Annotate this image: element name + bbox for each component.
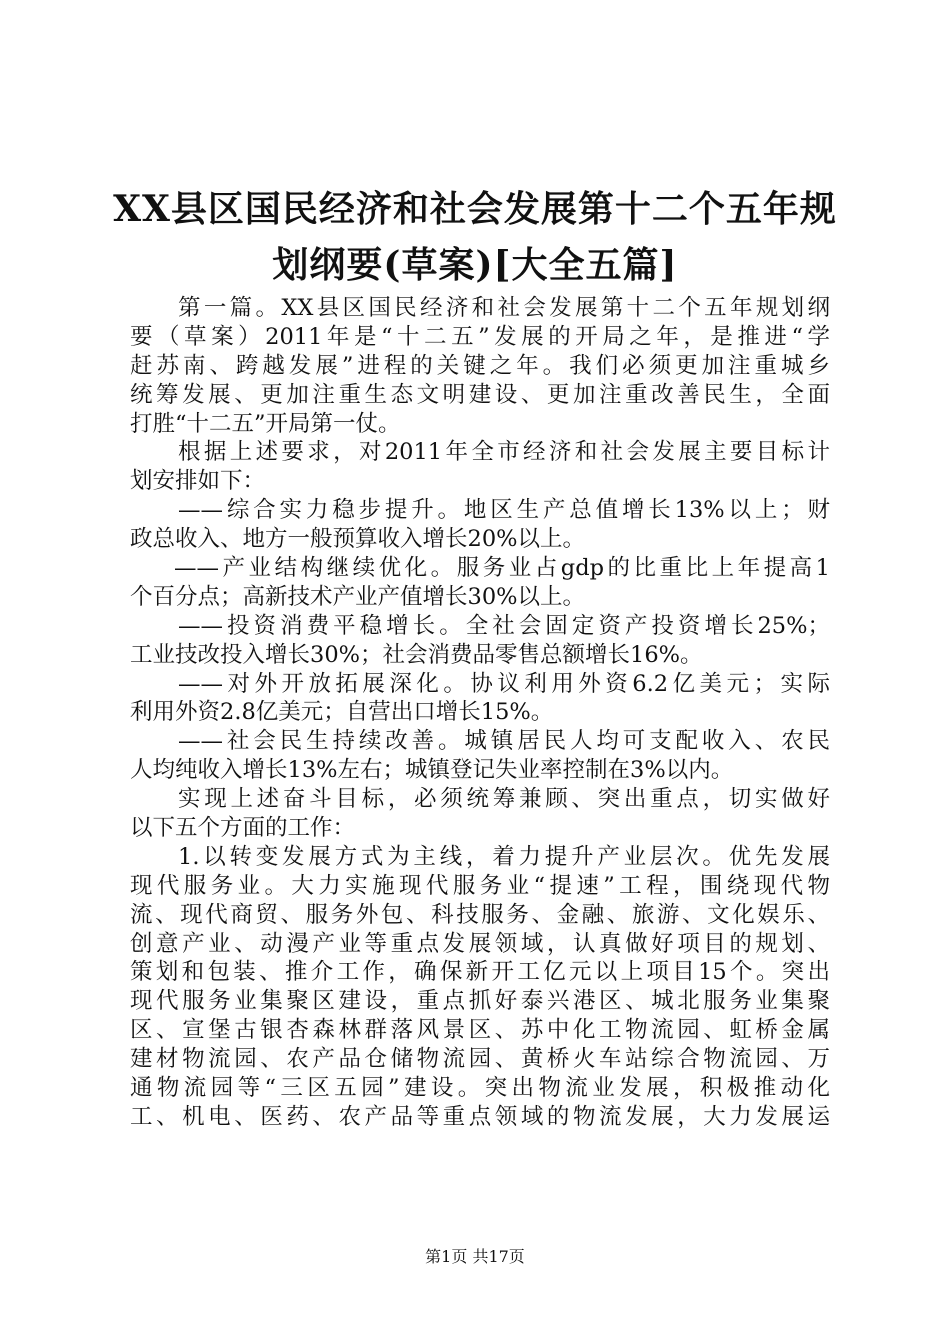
body-line: 赶苏南、跨越发展”进程的关键之年。我们必须更加注重城乡 (130, 352, 830, 379)
body-line: 利用外资2.8亿美元；自营出口增长15%。 (130, 699, 554, 726)
body-line: 工业技改投入增长30%；社会消费品零售总额增长16%。 (130, 641, 703, 668)
body-line: 现代服务业集聚区建设，重点抓好泰兴港区、城北服务业集聚 (130, 988, 830, 1015)
body-line: 区、宣堡古银杏森林群落风景区、苏中化工物流园、虹桥金属 (130, 1017, 830, 1044)
body-line: 第一篇。XX县区国民经济和社会发展第十二个五年规划纲 (178, 295, 830, 321)
body-line: 政总收入、地方一般预算收入增长20%以上。 (130, 526, 586, 553)
body-line: 人均纯收入增长13%左右；城镇登记失业率控制在3%以内。 (130, 757, 734, 784)
document-title-line-2: 划纲要(草案)[大全五篇] (272, 244, 678, 286)
body-line: 通物流园等“三区五园”建设。突出物流业发展，积极推动化 (130, 1075, 830, 1102)
body-line: 个百分点；高新技术产业产值增长30%以上。 (130, 583, 586, 610)
body-line: ——产业结构继续优化。服务业占gdp的比重比上年提高1 (174, 555, 830, 582)
body-line: 根据上述要求，对2011年全市经济和社会发展主要目标计 (178, 439, 830, 466)
body-line: 要（草案）2011年是“十二五”发展的开局之年，是推进“学 (130, 323, 830, 350)
body-line: 打胜“十二五”开局第一仗。 (130, 410, 401, 437)
body-line: 工、机电、医药、农产品等重点领域的物流发展，大力发展运 (130, 1103, 830, 1130)
body-line: ——投资消费平稳增长。全社会固定资产投资增长25%； (178, 612, 830, 639)
body-line: 以下五个方面的工作： (130, 815, 356, 842)
body-line: ——社会民生持续改善。城镇居民人均可支配收入、农民 (178, 728, 830, 755)
body-line: 建材物流园、农产品仓储物流园、黄桥火车站综合物流园、万 (130, 1046, 830, 1073)
document-title-line-1: XX县区国民经济和社会发展第十二个五年规 (113, 188, 837, 230)
body-line: 策划和包装、推介工作，确保新开工亿元以上项目15个。突出 (130, 959, 830, 986)
body-line: 1.以转变发展方式为主线，着力提升产业层次。优先发展 (178, 843, 830, 870)
body-line: ——综合实力稳步提升。地区生产总值增长13%以上；财 (178, 497, 830, 524)
body-line: 实现上述奋斗目标，必须统筹兼顾、突出重点，切实做好 (178, 786, 830, 813)
body-line: 统筹发展、更加注重生态文明建设、更加注重改善民生，全面 (130, 381, 830, 408)
body-line: 流、现代商贸、服务外包、科技服务、金融、旅游、文化娱乐、 (130, 901, 830, 928)
body-line: 创意产业、动漫产业等重点发展领域，认真做好项目的规划、 (130, 930, 830, 957)
body-line: ——对外开放拓展深化。协议利用外资6.2亿美元；实际 (178, 670, 830, 697)
body-line: 划安排如下： (130, 468, 266, 495)
body-line: 现代服务业。大力实施现代服务业“提速”工程，围绕现代物 (130, 872, 830, 899)
document-body (130, 294, 830, 1132)
page-number-footer: 第1页 共17页 (425, 1247, 525, 1266)
